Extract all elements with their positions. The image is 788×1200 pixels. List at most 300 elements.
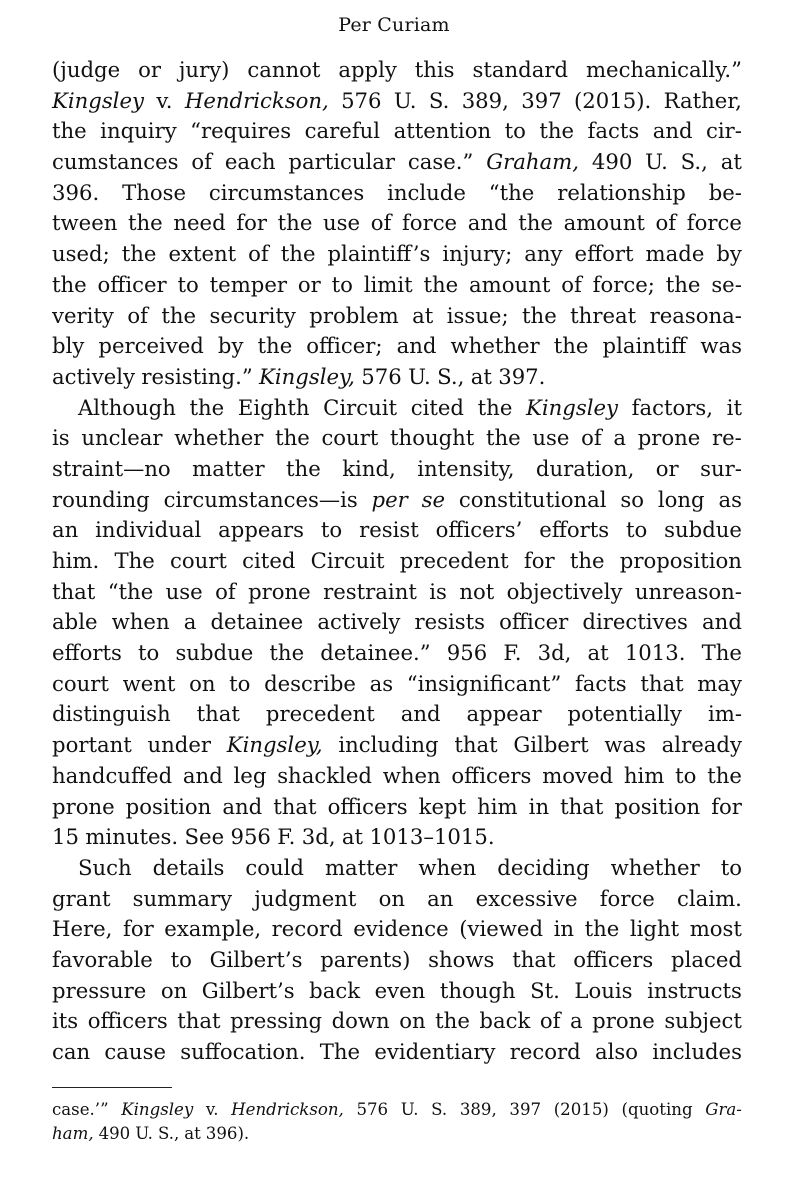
word: 396. — [52, 179, 100, 205]
word: (2015) — [553, 1100, 609, 1119]
word: force — [401, 210, 458, 236]
word: officers — [327, 793, 408, 819]
word: bly — [52, 333, 85, 359]
word: apply — [338, 57, 397, 82]
word: court — [52, 670, 109, 696]
word: kind, — [342, 455, 396, 481]
word: to — [625, 517, 648, 543]
word: The — [701, 640, 742, 666]
word: that — [273, 793, 317, 819]
word: was — [604, 732, 646, 758]
word: 397 — [521, 87, 562, 113]
word: problem — [309, 302, 399, 328]
word: to — [177, 271, 199, 297]
word: light — [629, 916, 680, 942]
word: facts — [587, 118, 640, 144]
word: and — [400, 701, 441, 727]
word: at — [587, 640, 609, 666]
word: whether — [450, 333, 540, 359]
word: that — [177, 1008, 221, 1034]
word: an — [427, 885, 454, 911]
word: the — [277, 210, 313, 236]
word: this — [414, 57, 455, 82]
footnote-rule — [52, 1087, 172, 1088]
word: The — [114, 548, 155, 573]
word: facts — [574, 670, 627, 696]
italic-word: ham, — [52, 1124, 94, 1143]
body-line — [52, 86, 742, 117]
word: force; — [592, 271, 655, 297]
word: it — [726, 394, 742, 420]
word: record — [271, 916, 343, 942]
italic-word: Kingsley — [52, 87, 144, 113]
word: by — [217, 333, 244, 359]
word: evidentiary — [374, 1039, 496, 1064]
body-line — [52, 301, 742, 332]
word: tween — [52, 210, 118, 236]
word: the — [121, 241, 157, 267]
word: and — [702, 609, 742, 635]
word: amount — [563, 210, 645, 236]
footnote — [52, 1098, 742, 1146]
word: to — [504, 118, 526, 144]
word: a — [569, 1008, 583, 1034]
word: to — [320, 517, 343, 543]
word: 397 — [509, 1100, 542, 1119]
word: by — [716, 241, 742, 267]
word: to — [138, 640, 160, 666]
word: favorable — [52, 946, 153, 972]
word: instructs — [647, 977, 742, 1003]
word: “requires — [190, 118, 292, 144]
word: is — [429, 578, 447, 604]
word: leg — [233, 762, 267, 788]
running-head: Per Curiam — [338, 14, 450, 36]
word: appears — [218, 517, 305, 543]
word: him. — [52, 548, 100, 573]
word: factors, — [631, 394, 714, 420]
word: cannot — [247, 57, 321, 82]
word: Here, — [52, 916, 113, 942]
word: unreason- — [634, 578, 742, 604]
word: suffocation. — [180, 1039, 306, 1064]
word: him — [477, 793, 518, 819]
body-line — [52, 362, 742, 393]
word: detainee — [210, 609, 304, 635]
word: circumstances—is — [163, 486, 358, 512]
word: distinguish — [52, 701, 171, 727]
word: prone — [637, 425, 701, 451]
word: 490 — [591, 149, 633, 175]
word: or — [297, 271, 321, 297]
word: of — [561, 271, 582, 297]
word: even — [374, 977, 426, 1003]
word: minutes. — [85, 824, 179, 850]
word: Louis — [574, 977, 633, 1003]
word: “the — [107, 578, 154, 604]
word: case.’” — [52, 1100, 109, 1119]
word: use — [532, 425, 570, 451]
word: include — [387, 179, 466, 205]
word: v. — [205, 1100, 219, 1119]
body-line — [52, 607, 742, 638]
word: the — [128, 210, 163, 236]
word: actively — [317, 609, 401, 635]
word: temper — [209, 271, 288, 297]
body-line — [52, 147, 742, 178]
word: Circuit — [323, 394, 398, 420]
word: need — [173, 210, 226, 236]
body-line — [52, 546, 742, 577]
word: threat — [570, 302, 637, 328]
word: mechanically.” — [585, 57, 742, 82]
italic-word: Hendrickson, — [184, 87, 329, 113]
word: the — [569, 548, 605, 573]
italic-word: Kingsley — [526, 394, 618, 420]
word: that — [196, 701, 240, 727]
word: the — [189, 394, 225, 420]
word: prone — [592, 1008, 655, 1034]
word: when — [418, 854, 477, 880]
italic-word: Gra- — [705, 1100, 742, 1119]
word: details — [152, 854, 225, 880]
word: effort — [574, 241, 634, 267]
italic-word: Kingsley, — [259, 363, 355, 389]
word: for — [236, 210, 268, 236]
word: the — [486, 425, 521, 451]
word: See — [184, 824, 225, 850]
word: the — [52, 118, 87, 144]
word: that — [454, 732, 498, 758]
word: 490 — [98, 1124, 131, 1143]
word: precedent — [399, 548, 509, 573]
word: a — [613, 425, 627, 451]
word: of — [248, 241, 269, 267]
word: at — [720, 149, 742, 175]
word: straint—no — [52, 455, 171, 481]
body-line — [52, 976, 742, 1007]
word: 389, — [461, 87, 509, 113]
italic-word: Kingsley — [121, 1100, 194, 1119]
word: moved — [542, 762, 614, 788]
word: 956 — [230, 824, 271, 850]
word: for — [523, 548, 555, 573]
word: back — [479, 1008, 531, 1034]
word: 576 — [341, 87, 382, 113]
word: to — [170, 946, 192, 972]
word: 15 — [52, 824, 79, 850]
word: court — [170, 548, 227, 573]
word: the — [269, 640, 305, 666]
word: already — [661, 732, 742, 758]
word: matter — [192, 455, 265, 481]
word: the — [286, 455, 321, 481]
word: officer; — [306, 333, 383, 359]
word: Rather, — [663, 87, 742, 113]
word: verity — [52, 302, 114, 328]
word: be- — [708, 179, 742, 205]
word: was — [700, 333, 742, 359]
word: Circuit — [310, 548, 385, 573]
word: thought — [390, 425, 475, 451]
word: position — [125, 793, 212, 819]
word: subject — [664, 1008, 742, 1034]
word: Although — [78, 394, 176, 420]
word: officers — [451, 762, 532, 788]
word: that — [512, 946, 556, 972]
body-line — [52, 178, 742, 209]
word: to — [229, 670, 251, 696]
word: and — [222, 793, 263, 819]
word: 576 — [356, 1100, 389, 1119]
word: U. — [400, 1100, 419, 1119]
word: each — [224, 149, 276, 175]
word: 3d, — [301, 824, 336, 850]
word: to — [331, 271, 353, 297]
italic-word: per — [371, 486, 408, 512]
word: officers’ — [435, 517, 523, 543]
word: “insignificant” — [406, 670, 562, 696]
word: whether — [610, 854, 700, 880]
word: F. — [503, 640, 522, 666]
word: of — [655, 210, 677, 236]
word: officers — [573, 946, 654, 972]
word: cited — [410, 394, 464, 420]
word: 389, — [459, 1100, 497, 1119]
word: Eighth — [237, 394, 310, 420]
word: force — [686, 210, 742, 236]
word: deciding — [497, 854, 590, 880]
body-line — [52, 730, 742, 761]
word: careful — [304, 118, 381, 144]
word: parents) — [320, 946, 411, 972]
word: or — [138, 57, 161, 82]
word: grant — [52, 885, 111, 911]
word: jury) — [178, 57, 230, 82]
word: the — [257, 333, 293, 359]
body-line — [52, 1006, 742, 1037]
body-line — [52, 914, 742, 945]
body-line — [52, 945, 742, 976]
word: can — [52, 1039, 91, 1064]
word: use — [165, 578, 203, 604]
word: claim. — [677, 885, 742, 911]
word: that — [640, 670, 684, 696]
word: U. — [408, 363, 431, 389]
word: pressing — [230, 1008, 323, 1034]
word: shackled — [277, 762, 372, 788]
body-line — [52, 792, 742, 823]
word: or — [655, 455, 679, 481]
word: subdue — [664, 517, 742, 543]
word: unclear — [81, 425, 163, 451]
word: (viewed — [459, 916, 544, 942]
body-line — [52, 577, 742, 608]
word: S. — [428, 87, 450, 113]
word: for — [711, 793, 742, 819]
word: placed — [671, 946, 742, 972]
word: as — [718, 486, 742, 512]
word: on — [378, 885, 405, 911]
word: when — [382, 762, 441, 788]
word: court — [321, 425, 379, 451]
word: at — [184, 1124, 201, 1143]
word: example, — [164, 916, 262, 942]
word: Gilbert’s — [201, 977, 295, 1003]
word: at — [341, 824, 364, 850]
word: position — [614, 793, 701, 819]
word: potentially — [567, 701, 683, 727]
word: proposition — [619, 548, 742, 573]
body-line — [52, 423, 742, 454]
word: actively — [52, 363, 136, 389]
word: duration, — [535, 455, 635, 481]
word: circumstances — [208, 179, 365, 205]
word: U. — [135, 1124, 153, 1143]
word: constitutional — [458, 486, 607, 512]
body-line — [52, 55, 742, 86]
word: long — [657, 486, 705, 512]
word: so — [620, 486, 645, 512]
word: the — [553, 333, 589, 359]
word: case.” — [407, 149, 474, 175]
word: the — [522, 302, 557, 328]
word: precedent — [265, 701, 375, 727]
body-line — [52, 454, 742, 485]
word: on — [399, 1008, 426, 1034]
word: and — [182, 762, 223, 788]
word: objectively — [506, 578, 623, 604]
word: is — [52, 425, 70, 451]
word: the — [477, 394, 513, 420]
word: the — [52, 271, 87, 297]
word: cir- — [706, 118, 742, 144]
word: when — [111, 609, 170, 635]
word: the — [665, 271, 701, 297]
word: re- — [712, 425, 742, 451]
word: includes — [652, 1039, 742, 1064]
word: describe — [264, 670, 356, 696]
word: most — [689, 916, 742, 942]
body-line — [52, 853, 742, 884]
word: 956 — [446, 640, 488, 666]
word: extent — [168, 241, 237, 267]
word: of — [191, 149, 212, 175]
word: cited — [242, 548, 296, 573]
word: matter — [324, 854, 398, 880]
body-line — [52, 331, 742, 362]
word: S., — [157, 1124, 180, 1143]
word: directives — [582, 609, 688, 635]
word: the — [435, 1008, 470, 1034]
word: officer — [499, 609, 569, 635]
word: excessive — [475, 885, 578, 911]
word: Gilbert’s — [209, 946, 303, 972]
word: inquiry — [100, 118, 177, 144]
body-text — [52, 55, 742, 1068]
word: shows — [428, 946, 495, 972]
word: cause — [104, 1039, 166, 1064]
word: 576 — [361, 363, 402, 389]
word: and — [652, 118, 693, 144]
word: back — [309, 977, 361, 1003]
word: particular — [288, 149, 396, 175]
word: F. — [277, 824, 296, 850]
body-line — [52, 822, 742, 853]
word: handcuffed — [52, 762, 173, 788]
word: used; — [52, 241, 110, 267]
word: that — [560, 793, 604, 819]
word: 3d, — [537, 640, 572, 666]
word: of — [370, 210, 392, 236]
word: under — [147, 732, 212, 758]
word: reasona- — [649, 302, 742, 328]
word: attention — [393, 118, 492, 144]
word: as — [369, 670, 394, 696]
word: intensity, — [417, 455, 515, 481]
word: subdue — [175, 640, 254, 666]
word: and — [467, 210, 508, 236]
word: Those — [122, 179, 187, 205]
word: security — [209, 302, 296, 328]
word: the — [707, 762, 742, 788]
word: S. — [431, 1100, 448, 1119]
word: resist — [359, 517, 419, 543]
footnote-line — [52, 1122, 742, 1146]
word: rounding — [52, 486, 150, 512]
word: a — [183, 609, 197, 635]
word: S., — [437, 363, 465, 389]
word: in — [553, 916, 575, 942]
word: record — [509, 1039, 581, 1064]
word: The — [319, 1039, 361, 1064]
word: (2015). — [574, 87, 652, 113]
word: also — [594, 1039, 638, 1064]
word: including — [338, 732, 439, 758]
word: im- — [707, 701, 742, 727]
word: Such — [78, 854, 132, 880]
word: its — [52, 1008, 79, 1034]
body-line — [52, 699, 742, 730]
word: the — [539, 118, 575, 144]
word: the — [280, 241, 316, 267]
word: 396). — [205, 1124, 250, 1143]
body-line — [52, 239, 742, 270]
body-line — [52, 884, 742, 915]
word: whether — [174, 425, 264, 451]
word: at — [412, 302, 434, 328]
word: St. — [530, 977, 560, 1003]
word: the — [275, 425, 310, 451]
word: of — [581, 425, 602, 451]
word: restraint — [323, 578, 417, 604]
word: (quoting — [621, 1100, 693, 1119]
word: plaintiff — [602, 333, 687, 359]
word: U. — [393, 87, 417, 113]
word: prone — [248, 578, 311, 604]
word: v. — [156, 87, 173, 113]
word: kept — [418, 793, 467, 819]
word: portant — [52, 732, 132, 758]
word: could — [245, 854, 304, 880]
word: 1013–1015. — [369, 824, 495, 850]
word: individual — [95, 517, 202, 543]
word: the — [518, 210, 553, 236]
word: detainee.” — [320, 640, 431, 666]
body-line — [52, 485, 742, 516]
word: on — [189, 670, 216, 696]
word: to — [675, 762, 697, 788]
